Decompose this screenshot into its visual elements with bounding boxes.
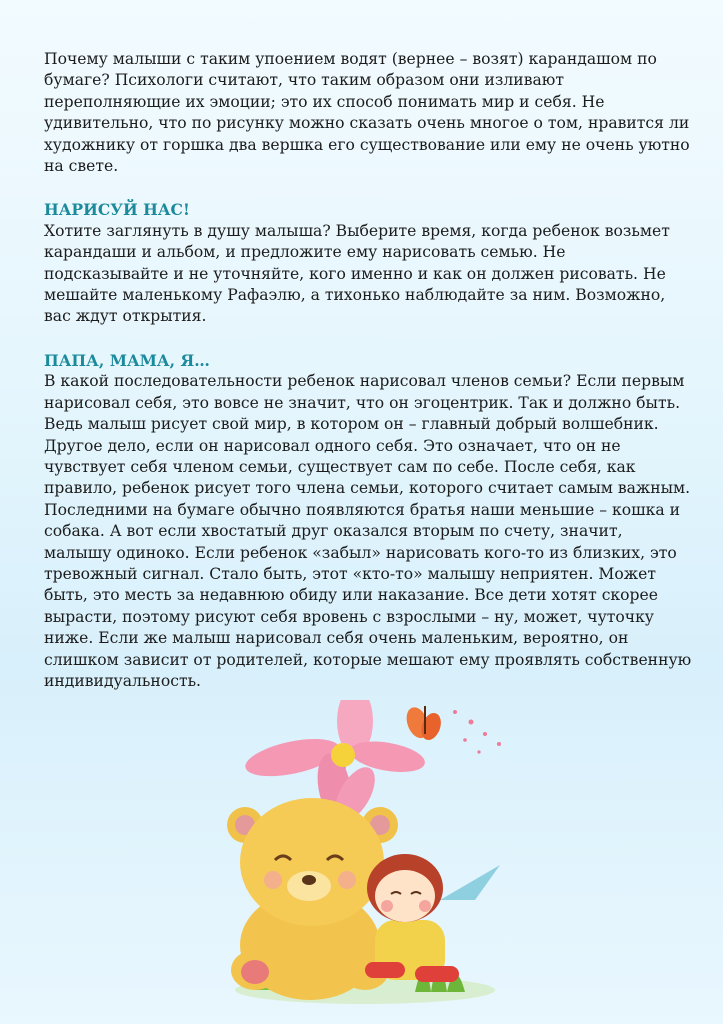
section-heading-draw-us: НАРИСУЙ НАС!	[44, 200, 190, 220]
teddy-bear-girl-flower-illustration	[215, 700, 515, 1010]
sparkle-dots	[453, 710, 501, 754]
section-family-order-paragraph-2: Последними на бумаге обычно появляются братья наши меньшие – кошка и собака. А вот если хвостатый друг оказался вторым по счету, значит, малышу одиноко. Если ребенок «забыл» нарисовать кого-то из близких, это тревожный сигнал. Стало быть, этот «кто-то» малышу неприятен. Может быть, это месть за недавнюю обиду или наказание. Все дети хотят скорее вырасти, поэтому рисуют себя вровень с взрослыми – ну, может, чуточку ниже. Если же малыш нарисовал себя очень маленьким, вероятно, он слишком зависит от родителей, которые мешают ему проявлять собственную индивидуальность.	[44, 500, 692, 690]
article	[44, 49, 694, 692]
section-family-order-paragraph-1: В какой последовательности ребенок нарисовал членов семьи? Если первым нарисовал себя, это вовсе не значит, что он эгоцентрик. Так и должно быть. Ведь малыш рисует свой мир, в котором он – главный добрый волшебник. Другое дело, если он нарисовал одного себя. Это означает, что он не чувствует себя членом семьи, существует сам по себе. После себя, как правило, ребенок рисует того члена семьи, которого считает самым важным.	[44, 372, 691, 498]
intro-paragraph: Почему малыши с таким упоением водят (вернее – возят) карандашом по бумаге? Психологи считают, что таким образом они изливают переполняющие их эмоции; это их способ понимать мир и себя. Не удивительно, что по рисунку можно сказать очень многое о том, нравится ли художнику от горшка два вершка его существование или ему не очень уютно на свете.	[44, 50, 690, 176]
girl	[365, 854, 500, 982]
butterfly	[403, 704, 445, 742]
section-heading-family-order: ПАПА, МАМА, Я…	[44, 350, 210, 370]
section-draw-us-paragraph: Хотите заглянуть в душу малыша? Выберите время, когда ребенок возьмет карандаши и альбом, и предложите ему нарисовать семью. Не подсказывайте и не уточняйте, кого именно и как он должен рисовать. Не мешайте маленькому Рафаэлю, а тихонько наблюдайте за ним. Возможно, вас ждут открытия.	[44, 221, 670, 326]
